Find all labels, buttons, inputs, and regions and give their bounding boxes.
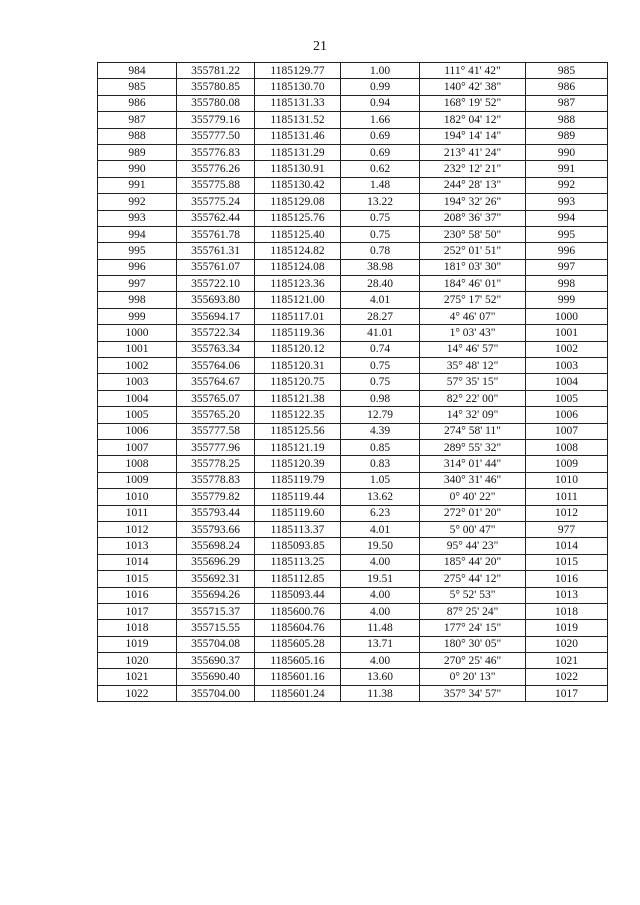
x-coordinate-cell: 355765.20 — [177, 407, 255, 423]
x-coordinate-cell: 355776.26 — [177, 161, 255, 177]
x-coordinate-cell: 355704.00 — [177, 685, 255, 701]
y-coordinate-cell: 1185129.08 — [255, 194, 341, 210]
table-row — [98, 620, 608, 636]
table-row — [98, 95, 608, 111]
direction-angle-cell: 184° 46' 01" — [420, 276, 526, 292]
x-coordinate-cell: 355704.08 — [177, 636, 255, 652]
x-coordinate-cell: 355793.44 — [177, 505, 255, 521]
y-coordinate-cell: 1185124.08 — [255, 259, 341, 275]
y-coordinate-cell: 1185121.19 — [255, 439, 341, 455]
distance-cell: 4.00 — [341, 653, 420, 669]
x-coordinate-cell: 355761.31 — [177, 243, 255, 259]
next-point-cell: 985 — [526, 63, 608, 79]
distance-cell: 0.69 — [341, 128, 420, 144]
distance-cell: 0.78 — [341, 243, 420, 259]
x-coordinate-cell: 355777.58 — [177, 423, 255, 439]
next-point-cell: 1005 — [526, 390, 608, 406]
distance-cell: 0.75 — [341, 374, 420, 390]
point-number-cell: 1008 — [98, 456, 177, 472]
point-number-cell: 992 — [98, 194, 177, 210]
next-point-cell: 1007 — [526, 423, 608, 439]
y-coordinate-cell: 1185122.35 — [255, 407, 341, 423]
point-number-cell: 994 — [98, 226, 177, 242]
distance-cell: 11.48 — [341, 620, 420, 636]
next-point-cell: 1008 — [526, 439, 608, 455]
direction-angle-cell: 182° 04' 12" — [420, 112, 526, 128]
next-point-cell: 1014 — [526, 538, 608, 554]
table-row — [98, 390, 608, 406]
x-coordinate-cell: 355715.37 — [177, 603, 255, 619]
next-point-cell: 1018 — [526, 603, 608, 619]
x-coordinate-cell: 355777.96 — [177, 439, 255, 455]
next-point-cell: 999 — [526, 292, 608, 308]
next-point-cell: 991 — [526, 161, 608, 177]
distance-cell: 0.75 — [341, 358, 420, 374]
y-coordinate-cell: 1185123.36 — [255, 276, 341, 292]
y-coordinate-cell: 1185120.75 — [255, 374, 341, 390]
distance-cell: 0.99 — [341, 79, 420, 95]
point-number-cell: 1002 — [98, 358, 177, 374]
direction-angle-cell: 111° 41' 42" — [420, 63, 526, 79]
x-coordinate-cell: 355761.07 — [177, 259, 255, 275]
direction-angle-cell: 177° 24' 15" — [420, 620, 526, 636]
direction-angle-cell: 5° 00' 47" — [420, 521, 526, 537]
next-point-cell: 997 — [526, 259, 608, 275]
point-number-cell: 987 — [98, 112, 177, 128]
y-coordinate-cell: 1185130.42 — [255, 177, 341, 193]
next-point-cell: 1011 — [526, 489, 608, 505]
next-point-cell: 977 — [526, 521, 608, 537]
x-coordinate-cell: 355780.08 — [177, 95, 255, 111]
point-number-cell: 1009 — [98, 472, 177, 488]
table-row — [98, 112, 608, 128]
distance-cell: 28.27 — [341, 308, 420, 324]
table-body — [98, 63, 608, 702]
x-coordinate-cell: 355764.67 — [177, 374, 255, 390]
table-row — [98, 439, 608, 455]
direction-angle-cell: 289° 55' 32" — [420, 439, 526, 455]
next-point-cell: 995 — [526, 226, 608, 242]
y-coordinate-cell: 1185124.82 — [255, 243, 341, 259]
point-number-cell: 996 — [98, 259, 177, 275]
distance-cell: 0.94 — [341, 95, 420, 111]
point-number-cell: 985 — [98, 79, 177, 95]
table-row — [98, 358, 608, 374]
next-point-cell: 996 — [526, 243, 608, 259]
table-row — [98, 407, 608, 423]
y-coordinate-cell: 1185119.60 — [255, 505, 341, 521]
y-coordinate-cell: 1185119.44 — [255, 489, 341, 505]
distance-cell: 4.00 — [341, 554, 420, 570]
direction-angle-cell: 275° 17' 52" — [420, 292, 526, 308]
table-row — [98, 194, 608, 210]
direction-angle-cell: 14° 46' 57" — [420, 341, 526, 357]
x-coordinate-cell: 355761.78 — [177, 226, 255, 242]
x-coordinate-cell: 355781.22 — [177, 63, 255, 79]
y-coordinate-cell: 1185117.01 — [255, 308, 341, 324]
direction-angle-cell: 168° 19' 52" — [420, 95, 526, 111]
point-number-cell: 1014 — [98, 554, 177, 570]
table-row — [98, 587, 608, 603]
table-row — [98, 226, 608, 242]
table-row — [98, 79, 608, 95]
next-point-cell: 1010 — [526, 472, 608, 488]
direction-angle-cell: 208° 36' 37" — [420, 210, 526, 226]
distance-cell: 0.85 — [341, 439, 420, 455]
point-number-cell: 1019 — [98, 636, 177, 652]
y-coordinate-cell: 1185125.76 — [255, 210, 341, 226]
y-coordinate-cell: 1185120.12 — [255, 341, 341, 357]
distance-cell: 1.00 — [341, 63, 420, 79]
direction-angle-cell: 213° 41' 24" — [420, 144, 526, 160]
x-coordinate-cell: 355793.66 — [177, 521, 255, 537]
point-number-cell: 1007 — [98, 439, 177, 455]
distance-cell: 41.01 — [341, 325, 420, 341]
table-row — [98, 653, 608, 669]
direction-angle-cell: 5° 52' 53" — [420, 587, 526, 603]
distance-cell: 1.66 — [341, 112, 420, 128]
distance-cell: 4.01 — [341, 292, 420, 308]
point-number-cell: 998 — [98, 292, 177, 308]
direction-angle-cell: 180° 30' 05" — [420, 636, 526, 652]
distance-cell: 4.00 — [341, 603, 420, 619]
y-coordinate-cell: 1185601.16 — [255, 669, 341, 685]
distance-cell: 6.23 — [341, 505, 420, 521]
direction-angle-cell: 14° 32' 09" — [420, 407, 526, 423]
point-number-cell: 986 — [98, 95, 177, 111]
distance-cell: 13.62 — [341, 489, 420, 505]
distance-cell: 0.75 — [341, 210, 420, 226]
next-point-cell: 1020 — [526, 636, 608, 652]
x-coordinate-cell: 355694.17 — [177, 308, 255, 324]
point-number-cell: 1011 — [98, 505, 177, 521]
x-coordinate-cell: 355690.37 — [177, 653, 255, 669]
x-coordinate-cell: 355775.24 — [177, 194, 255, 210]
next-point-cell: 1021 — [526, 653, 608, 669]
table-row — [98, 521, 608, 537]
distance-cell: 4.00 — [341, 587, 420, 603]
table-row — [98, 63, 608, 79]
point-number-cell: 999 — [98, 308, 177, 324]
direction-angle-cell: 232° 12' 21" — [420, 161, 526, 177]
distance-cell: 4.39 — [341, 423, 420, 439]
table-row — [98, 210, 608, 226]
point-number-cell: 1013 — [98, 538, 177, 554]
next-point-cell: 993 — [526, 194, 608, 210]
distance-cell: 0.75 — [341, 226, 420, 242]
point-number-cell: 984 — [98, 63, 177, 79]
y-coordinate-cell: 1185131.33 — [255, 95, 341, 111]
table-row — [98, 161, 608, 177]
y-coordinate-cell: 1185125.40 — [255, 226, 341, 242]
table-row — [98, 505, 608, 521]
point-number-cell: 1017 — [98, 603, 177, 619]
y-coordinate-cell: 1185131.29 — [255, 144, 341, 160]
direction-angle-cell: 4° 46' 07" — [420, 308, 526, 324]
table-row — [98, 472, 608, 488]
table-row — [98, 325, 608, 341]
distance-cell: 13.60 — [341, 669, 420, 685]
next-point-cell: 990 — [526, 144, 608, 160]
table-row — [98, 603, 608, 619]
page-number: 21 — [313, 39, 327, 54]
x-coordinate-cell: 355690.40 — [177, 669, 255, 685]
y-coordinate-cell: 1185119.79 — [255, 472, 341, 488]
direction-angle-cell: 244° 28' 13" — [420, 177, 526, 193]
direction-angle-cell: 194° 32' 26" — [420, 194, 526, 210]
next-point-cell: 1017 — [526, 685, 608, 701]
table-row — [98, 456, 608, 472]
distance-cell: 19.51 — [341, 571, 420, 587]
table-row — [98, 177, 608, 193]
table-row — [98, 259, 608, 275]
distance-cell: 0.69 — [341, 144, 420, 160]
direction-angle-cell: 35° 48' 12" — [420, 358, 526, 374]
direction-angle-cell: 275° 44' 12" — [420, 571, 526, 587]
x-coordinate-cell: 355776.83 — [177, 144, 255, 160]
y-coordinate-cell: 1185093.85 — [255, 538, 341, 554]
next-point-cell: 989 — [526, 128, 608, 144]
point-number-cell: 1018 — [98, 620, 177, 636]
x-coordinate-cell: 355715.55 — [177, 620, 255, 636]
y-coordinate-cell: 1185120.39 — [255, 456, 341, 472]
next-point-cell: 992 — [526, 177, 608, 193]
distance-cell: 0.74 — [341, 341, 420, 357]
direction-angle-cell: 194° 14' 14" — [420, 128, 526, 144]
x-coordinate-cell: 355765.07 — [177, 390, 255, 406]
point-number-cell: 1010 — [98, 489, 177, 505]
point-number-cell: 1012 — [98, 521, 177, 537]
table-row — [98, 341, 608, 357]
distance-cell: 0.62 — [341, 161, 420, 177]
direction-angle-cell: 95° 44' 23" — [420, 538, 526, 554]
next-point-cell: 1003 — [526, 358, 608, 374]
next-point-cell: 1004 — [526, 374, 608, 390]
x-coordinate-cell: 355696.29 — [177, 554, 255, 570]
coordinates-table — [97, 62, 608, 702]
next-point-cell: 986 — [526, 79, 608, 95]
direction-angle-cell: 357° 34' 57" — [420, 685, 526, 701]
direction-angle-cell: 0° 20' 13" — [420, 669, 526, 685]
y-coordinate-cell: 1185120.31 — [255, 358, 341, 374]
y-coordinate-cell: 1185093.44 — [255, 587, 341, 603]
y-coordinate-cell: 1185112.85 — [255, 571, 341, 587]
x-coordinate-cell: 355694.26 — [177, 587, 255, 603]
x-coordinate-cell: 355763.34 — [177, 341, 255, 357]
next-point-cell: 1016 — [526, 571, 608, 587]
point-number-cell: 1005 — [98, 407, 177, 423]
y-coordinate-cell: 1185605.28 — [255, 636, 341, 652]
table-row — [98, 554, 608, 570]
x-coordinate-cell: 355780.85 — [177, 79, 255, 95]
direction-angle-cell: 82° 22' 00" — [420, 390, 526, 406]
direction-angle-cell: 340° 31' 46" — [420, 472, 526, 488]
x-coordinate-cell: 355779.16 — [177, 112, 255, 128]
table-row — [98, 243, 608, 259]
distance-cell: 1.48 — [341, 177, 420, 193]
y-coordinate-cell: 1185130.70 — [255, 79, 341, 95]
y-coordinate-cell: 1185119.36 — [255, 325, 341, 341]
y-coordinate-cell: 1185113.37 — [255, 521, 341, 537]
distance-cell: 13.71 — [341, 636, 420, 652]
y-coordinate-cell: 1185121.00 — [255, 292, 341, 308]
x-coordinate-cell: 355762.44 — [177, 210, 255, 226]
table-row — [98, 308, 608, 324]
direction-angle-cell: 274° 58' 11" — [420, 423, 526, 439]
x-coordinate-cell: 355693.80 — [177, 292, 255, 308]
point-number-cell: 1001 — [98, 341, 177, 357]
point-number-cell: 1022 — [98, 685, 177, 701]
x-coordinate-cell: 355778.25 — [177, 456, 255, 472]
x-coordinate-cell: 355692.31 — [177, 571, 255, 587]
point-number-cell: 995 — [98, 243, 177, 259]
x-coordinate-cell: 355764.06 — [177, 358, 255, 374]
point-number-cell: 1016 — [98, 587, 177, 603]
table-row — [98, 538, 608, 554]
point-number-cell: 997 — [98, 276, 177, 292]
distance-cell: 13.22 — [341, 194, 420, 210]
point-number-cell: 993 — [98, 210, 177, 226]
x-coordinate-cell: 355778.83 — [177, 472, 255, 488]
point-number-cell: 991 — [98, 177, 177, 193]
y-coordinate-cell: 1185604.76 — [255, 620, 341, 636]
point-number-cell: 1021 — [98, 669, 177, 685]
direction-angle-cell: 230° 58' 50" — [420, 226, 526, 242]
next-point-cell: 1012 — [526, 505, 608, 521]
table-row — [98, 685, 608, 701]
y-coordinate-cell: 1185605.16 — [255, 653, 341, 669]
point-number-cell: 989 — [98, 144, 177, 160]
direction-angle-cell: 185° 44' 20" — [420, 554, 526, 570]
table-row — [98, 276, 608, 292]
y-coordinate-cell: 1185113.25 — [255, 554, 341, 570]
next-point-cell: 994 — [526, 210, 608, 226]
y-coordinate-cell: 1185130.91 — [255, 161, 341, 177]
point-number-cell: 1006 — [98, 423, 177, 439]
y-coordinate-cell: 1185600.76 — [255, 603, 341, 619]
y-coordinate-cell: 1185129.77 — [255, 63, 341, 79]
next-point-cell: 1006 — [526, 407, 608, 423]
direction-angle-cell: 0° 40' 22" — [420, 489, 526, 505]
point-number-cell: 1000 — [98, 325, 177, 341]
next-point-cell: 988 — [526, 112, 608, 128]
x-coordinate-cell: 355698.24 — [177, 538, 255, 554]
x-coordinate-cell: 355775.88 — [177, 177, 255, 193]
table-row — [98, 144, 608, 160]
distance-cell: 38.98 — [341, 259, 420, 275]
next-point-cell: 1022 — [526, 669, 608, 685]
direction-angle-cell: 272° 01' 20" — [420, 505, 526, 521]
next-point-cell: 998 — [526, 276, 608, 292]
point-number-cell: 1015 — [98, 571, 177, 587]
next-point-cell: 1015 — [526, 554, 608, 570]
point-number-cell: 990 — [98, 161, 177, 177]
next-point-cell: 1013 — [526, 587, 608, 603]
direction-angle-cell: 87° 25' 24" — [420, 603, 526, 619]
direction-angle-cell: 57° 35' 15" — [420, 374, 526, 390]
direction-angle-cell: 252° 01' 51" — [420, 243, 526, 259]
y-coordinate-cell: 1185121.38 — [255, 390, 341, 406]
distance-cell: 28.40 — [341, 276, 420, 292]
direction-angle-cell: 181° 03' 30" — [420, 259, 526, 275]
direction-angle-cell: 140° 42' 38" — [420, 79, 526, 95]
table-row — [98, 669, 608, 685]
point-number-cell: 1004 — [98, 390, 177, 406]
table-row — [98, 636, 608, 652]
distance-cell: 0.83 — [341, 456, 420, 472]
table-row — [98, 571, 608, 587]
next-point-cell: 1019 — [526, 620, 608, 636]
x-coordinate-cell: 355779.82 — [177, 489, 255, 505]
table-row — [98, 374, 608, 390]
direction-angle-cell: 270° 25' 46" — [420, 653, 526, 669]
x-coordinate-cell: 355777.50 — [177, 128, 255, 144]
distance-cell: 0.98 — [341, 390, 420, 406]
distance-cell: 12.79 — [341, 407, 420, 423]
point-number-cell: 988 — [98, 128, 177, 144]
point-number-cell: 1003 — [98, 374, 177, 390]
distance-cell: 11.38 — [341, 685, 420, 701]
next-point-cell: 987 — [526, 95, 608, 111]
x-coordinate-cell: 355722.10 — [177, 276, 255, 292]
direction-angle-cell: 1° 03' 43" — [420, 325, 526, 341]
x-coordinate-cell: 355722.34 — [177, 325, 255, 341]
y-coordinate-cell: 1185601.24 — [255, 685, 341, 701]
next-point-cell: 1009 — [526, 456, 608, 472]
next-point-cell: 1002 — [526, 341, 608, 357]
direction-angle-cell: 314° 01' 44" — [420, 456, 526, 472]
table-row — [98, 423, 608, 439]
distance-cell: 19.50 — [341, 538, 420, 554]
y-coordinate-cell: 1185131.46 — [255, 128, 341, 144]
distance-cell: 4.01 — [341, 521, 420, 537]
y-coordinate-cell: 1185131.52 — [255, 112, 341, 128]
next-point-cell: 1001 — [526, 325, 608, 341]
next-point-cell: 1000 — [526, 308, 608, 324]
table-row — [98, 489, 608, 505]
table-row — [98, 128, 608, 144]
table-row — [98, 292, 608, 308]
y-coordinate-cell: 1185125.56 — [255, 423, 341, 439]
point-number-cell: 1020 — [98, 653, 177, 669]
distance-cell: 1.05 — [341, 472, 420, 488]
